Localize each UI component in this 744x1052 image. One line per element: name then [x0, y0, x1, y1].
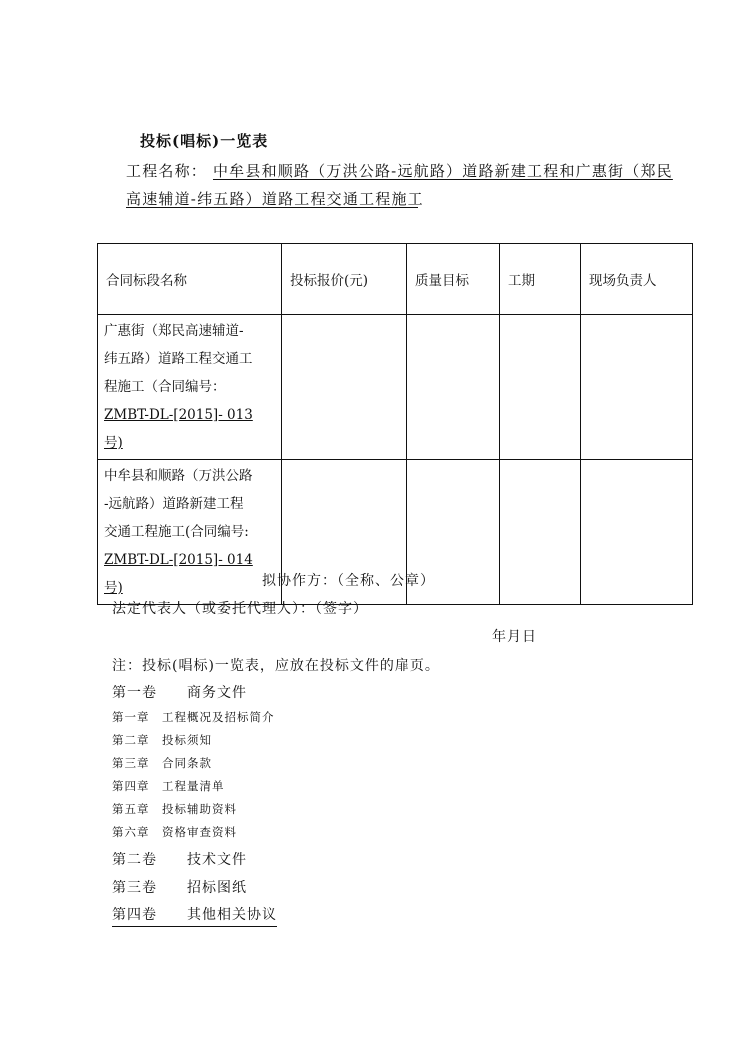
project-underline — [126, 207, 418, 208]
volume-item: 第四卷 其他相关协议 — [112, 904, 277, 927]
chapter-item: 第五章 投标辅助资料 — [112, 802, 237, 816]
chapter-item: 第六章 资格审查资料 — [112, 825, 237, 839]
contract-section-cell — [98, 315, 282, 460]
section-name-line: 纬五路）道路工程交通工 — [104, 351, 253, 367]
chapter-item: 第一章 工程概况及招标简介 — [112, 710, 275, 724]
contract-number: ZMBT-DL-[2015]- 014 号) — [104, 552, 253, 596]
chapter-item: 第四章 工程量清单 — [112, 779, 225, 793]
duration-cell[interactable] — [500, 315, 581, 460]
table-row — [98, 315, 693, 460]
note-text: 注：投标(唱标)一览表，应放在投标文件的扉页。 — [112, 658, 440, 674]
header-contract-section: 合同标段名称 — [98, 244, 282, 315]
site-manager-cell[interactable] — [581, 460, 693, 605]
header-site-manager: 现场负责人 — [581, 244, 693, 315]
project-name-part-1: 中牟县和顺路（万洪公路-远航路）道路新建工程和广惠街（郑民 — [212, 162, 673, 180]
section-name-line: 中牟县和顺路（万洪公路 — [104, 468, 253, 484]
chapter-item: 第三章 合同条款 — [112, 756, 212, 770]
date-line: 年月日 — [492, 629, 537, 645]
header-bid-price: 投标报价(元) — [282, 244, 407, 315]
representative-signature-line: 法定代表人（或委托代理人）：（签字） — [112, 601, 368, 617]
duration-cell[interactable] — [500, 460, 581, 605]
bid-price-cell[interactable] — [282, 315, 407, 460]
volume-item: 第二卷 技术文件 — [112, 852, 247, 868]
header-quality-target: 质量目标 — [407, 244, 500, 315]
volume-item: 第一卷 商务文件 — [112, 685, 247, 701]
bid-summary-table — [97, 243, 693, 605]
table-header-row — [98, 244, 693, 315]
chapter-item: 第二章 投标须知 — [112, 733, 212, 747]
section-name-line: 交通工程施工(合同编号: — [104, 524, 249, 540]
bidder-signature-line: 拟协作方：（全称、公章） — [262, 573, 435, 589]
contract-section-cell — [98, 460, 282, 605]
project-name-line-2 — [126, 188, 424, 209]
section-name-line: -远航路）道路新建工程 — [104, 496, 244, 512]
section-name-line: 程施工（合同编号： — [104, 379, 226, 395]
project-name-part-2: 高速辅道-纬五路）道路工程交通工程施工 — [126, 190, 424, 208]
page-title: 投标(唱标)一览表 — [140, 132, 269, 150]
contract-number: ZMBT-DL-[2015]- 013 号) — [104, 407, 253, 451]
section-name-line: 广惠街（郑民高速辅道- — [104, 323, 244, 339]
quality-target-cell[interactable] — [407, 315, 500, 460]
site-manager-cell[interactable] — [581, 315, 693, 460]
project-name-line-1 — [126, 160, 673, 181]
volume-item: 第三卷 招标图纸 — [112, 880, 247, 896]
header-duration: 工期 — [500, 244, 581, 315]
project-label: 工程名称： — [126, 162, 208, 180]
